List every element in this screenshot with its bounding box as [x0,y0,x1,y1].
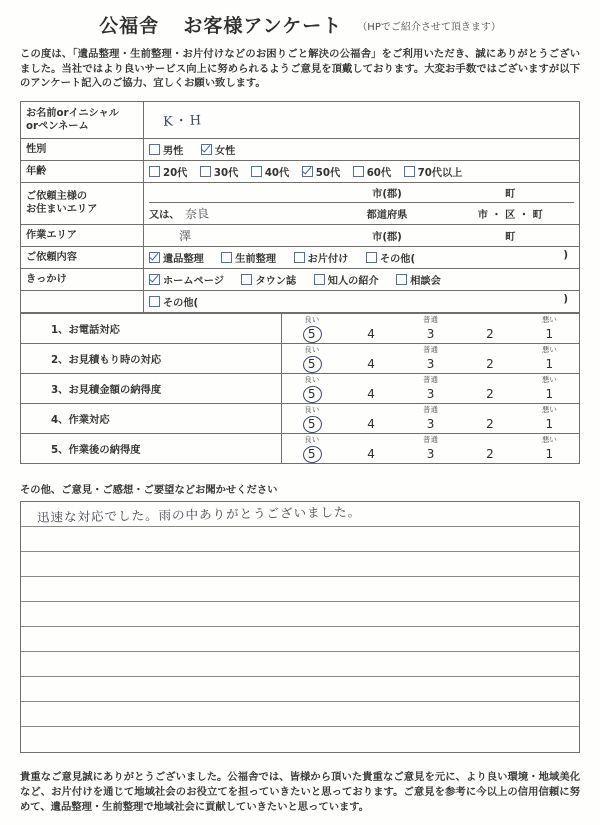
rating-option-2[interactable]: 2 [486,386,494,401]
table-row-rating [21,403,580,433]
age-option-60s[interactable] [353,164,391,179]
comment-line-4[interactable] [21,577,579,602]
trigger-other-cell[interactable] [144,290,580,312]
request-other-paren: ) [563,249,568,261]
comment-handwritten-text: 迅速な対応でした。雨の中ありがとうございました。 [36,504,362,525]
table-row-rating [21,373,580,403]
trigger-other-paren: ) [563,293,568,305]
work-area-value-cell[interactable] [144,224,580,246]
address-alt-prefix: 又は、 [149,209,180,221]
address-row-prefecture[interactable] [149,202,574,224]
comment-line-6[interactable] [21,627,579,652]
trigger-option-homepage[interactable] [149,272,224,287]
trigger-label: きっかけ [21,268,144,290]
rating-option-2[interactable]: 2 [486,446,494,461]
age-option-30s[interactable] [200,164,238,179]
gender-option-male-label: 男性 [163,145,184,157]
comment-box[interactable] [20,501,580,753]
rating-option-1[interactable]: 1 [545,356,554,371]
checkbox-icon[interactable] [366,252,377,263]
age-option-50s[interactable] [302,164,340,179]
table-row-request [21,246,580,268]
address-ward-label: 市 ・ 区 ・ 町 [477,209,543,221]
address-label-line2: お住まいエリア [26,204,98,216]
request-option-other[interactable] [366,250,415,265]
age-option-20s[interactable] [149,164,187,179]
scale-head-bad: 悪い [541,374,557,384]
age-option-60s-label: 60代 [366,167,392,179]
comment-line-2[interactable] [21,527,579,552]
address-label-line1: ご依頼主様の [26,191,88,203]
request-option-ihin-label: 遺品整理 [163,253,204,265]
rating-option-5[interactable]: 5 [282,327,341,341]
comment-line-10[interactable] [21,727,579,752]
rating-item-label-1: 1、お電話対応 [21,313,282,343]
trigger-option-referral[interactable] [314,272,379,287]
rating-option-4[interactable]: 4 [367,356,375,371]
checkbox-icon[interactable] [149,144,160,155]
request-option-katazuke-label: お片付け [307,253,349,265]
rating-item-label-3: 3、お見積金額の納得度 [21,373,282,403]
rating-option-1[interactable]: 1 [545,416,554,431]
age-option-50s-label: 50代 [315,167,341,179]
rating-option-1[interactable]: 1 [545,386,554,401]
trigger-options-cell [144,268,580,290]
work-area-subgrid [149,225,574,246]
rating-scale-3[interactable] [282,373,580,403]
page-title [0,0,600,38]
rating-item-label-5: 5、作業後の納得度 [21,433,282,463]
rating-scale-2[interactable] [282,343,580,373]
age-option-30s-label: 30代 [213,167,239,179]
scale-head-normal: 普通 [423,374,439,384]
gender-option-male[interactable] [149,142,183,157]
checkbox-icon[interactable] [221,252,232,263]
rating-option-3[interactable]: 3 [426,386,435,401]
rating-table [20,313,580,464]
company-name: 公福舎 [99,15,160,37]
work-area-town-label: 町 [505,231,516,243]
request-option-seizen[interactable] [221,250,276,265]
trigger-option-townmagazine[interactable] [241,272,296,287]
scale-head-good: 良い [304,344,320,354]
address-label [21,182,144,224]
scale-head-normal: 普通 [423,404,439,414]
name-handwritten-value: K・H [162,113,204,131]
checkbox-icon[interactable] [294,252,305,263]
gender-option-female[interactable] [201,142,235,157]
gender-options-cell [144,138,580,160]
rating-option-5[interactable]: 5 [282,447,341,461]
work-area-label: 作業エリア [21,224,144,246]
address-row-city [149,183,574,203]
age-option-40s[interactable] [251,164,289,179]
age-option-40s-label: 40代 [264,167,290,179]
rating-option-2[interactable]: 2 [486,356,494,371]
request-option-ihin[interactable] [149,250,204,265]
rating-option-5[interactable]: 5 [282,357,341,371]
footer-paragraph: 貴重なご意見誠にありがとうございました。公福舎では、皆様から頂いた貴重なご意見を元に、より良い環境・地域美化など、お片付けを通じて地域社会のお役立てを担っていきたいと思っております。ご意見を参考に今以上の信用信頼に努めて、遺品整理・生前整理で地域社会に貢献していきたいと思っています。 [20,770,580,813]
trigger-option-other[interactable] [149,294,198,309]
work-area-city-label: 市(郡) [372,231,402,243]
request-options-cell [144,246,580,268]
checkbox-icon[interactable] [149,166,160,177]
table-row-rating [21,343,580,373]
name-label-line1: お名前orイニシャル [26,107,119,119]
rating-item-label-2: 2、お見積もり時の対応 [21,343,282,373]
rating-option-2[interactable]: 2 [486,326,494,341]
address-city-label: 市(郡) [328,183,447,203]
age-option-70s-plus[interactable] [404,164,463,179]
comment-line-5[interactable] [21,602,579,627]
table-row-trigger [21,268,580,290]
checkbox-checked-icon[interactable] [149,274,160,285]
comment-heading: その他、ご意見・ご感想・ご要望などお聞かせください [20,483,278,496]
comment-line-7[interactable] [21,652,579,677]
checkbox-icon[interactable] [241,274,252,285]
checkbox-icon[interactable] [404,166,415,177]
rating-option-3[interactable]: 3 [426,416,435,431]
address-subgrid [149,183,574,224]
rating-scale-1[interactable] [282,313,580,343]
comment-line-1[interactable] [21,502,579,527]
scale-head-bad: 悪い [541,344,557,354]
rating-option-5[interactable]: 5 [282,387,341,401]
work-area-row [149,225,574,246]
rating-option-3[interactable]: 3 [426,356,435,371]
checkbox-icon[interactable] [353,166,364,177]
name-label-line2: orペンネーム [26,120,89,132]
scale-head-normal: 普通 [423,344,439,354]
rating-option-4[interactable]: 4 [367,386,375,401]
name-label [21,101,144,138]
name-value-cell[interactable] [144,101,580,138]
request-label: ご依頼内容 [21,246,144,268]
table-row-work-area [21,224,580,246]
request-option-katazuke[interactable] [294,250,349,265]
rating-option-4[interactable]: 4 [367,416,375,431]
table-row-address [21,182,580,224]
trigger-other-spacer [21,290,144,312]
title-note: （HPでご紹介させて頂きます） [357,22,501,33]
age-label: 年齢 [21,160,144,182]
checkbox-checked-icon[interactable] [302,166,313,177]
scale-head-good: 良い [304,374,320,384]
intro-paragraph: この度は、「遺品整理・生前整理・お片付けなどのお困りごと解決の公福舎」をご利用いただき、誠にありがとうございました。当社ではより良いサービス向上に努められるようご意見を頂戴しております。大変お手数ではございますが以下のアンケート記入のご協力、宜しくお願い致します。 [20,48,580,90]
address-value-cell [144,182,580,224]
rating-option-3[interactable]: 3 [426,446,435,461]
survey-form-table [20,101,580,313]
checkbox-icon[interactable] [251,166,262,177]
rating-option-4[interactable]: 4 [367,326,375,341]
scale-head-normal: 普通 [423,434,439,444]
scale-head-normal: 普通 [423,314,439,324]
trigger-option-other-label: その他( [163,297,199,309]
scale-head-good: 良い [304,404,320,414]
rating-scale-5[interactable] [282,433,580,463]
trigger-option-consultation-label: 相談会 [410,275,441,287]
scale-head-bad: 悪い [541,404,557,414]
scale-head-good: 良い [304,314,320,324]
request-option-other-label: その他( [379,253,416,265]
age-option-20s-label: 20代 [163,167,188,179]
address-town-label: 町 [447,183,575,203]
rating-option-1[interactable]: 1 [545,326,554,341]
checkbox-checked-icon[interactable] [201,144,212,155]
rating-item-label-4: 4、作業対応 [21,403,282,433]
form-title: お客様アンケート [183,15,343,37]
rating-option-3[interactable]: 3 [426,326,435,341]
checkbox-icon[interactable] [314,274,325,285]
comment-line-9[interactable] [21,702,579,727]
gender-label: 性別 [21,138,144,160]
table-row-trigger-other [21,290,580,312]
trigger-option-homepage-label: ホームページ [163,275,224,287]
scale-head-bad: 悪い [541,434,557,444]
comment-line-3[interactable] [21,552,579,577]
table-row-name [21,101,580,138]
request-option-seizen-label: 生前整理 [235,253,277,265]
trigger-option-consultation[interactable] [396,272,441,287]
table-row-rating [21,433,580,463]
rating-option-2[interactable]: 2 [486,416,494,431]
rating-scale-4[interactable] [282,403,580,433]
table-row-age [21,160,580,182]
address-prefecture-handwritten: 奈良 [184,206,209,222]
table-row-rating [21,313,580,343]
scale-head-good: 良い [304,434,320,444]
comment-line-8[interactable] [21,677,579,702]
checkbox-icon[interactable] [396,274,407,285]
rating-option-5[interactable]: 5 [282,417,341,431]
rating-option-1[interactable]: 1 [545,446,554,461]
work-area-handwritten: 澤 [178,228,192,244]
checkbox-icon[interactable] [200,166,211,177]
checkbox-icon[interactable] [149,296,160,307]
rating-option-4[interactable]: 4 [367,446,375,461]
trigger-option-townmagazine-label: タウン誌 [255,275,297,287]
table-row-gender [21,138,580,160]
age-options-cell [144,160,580,182]
gender-option-female-label: 女性 [214,145,236,157]
age-option-70s-plus-label: 70代以上 [417,167,463,179]
address-prefecture-label: 都道府県 [366,209,408,221]
checkbox-checked-icon[interactable] [149,252,160,263]
trigger-option-referral-label: 知人の紹介 [327,275,379,287]
scale-head-bad: 悪い [541,314,557,324]
